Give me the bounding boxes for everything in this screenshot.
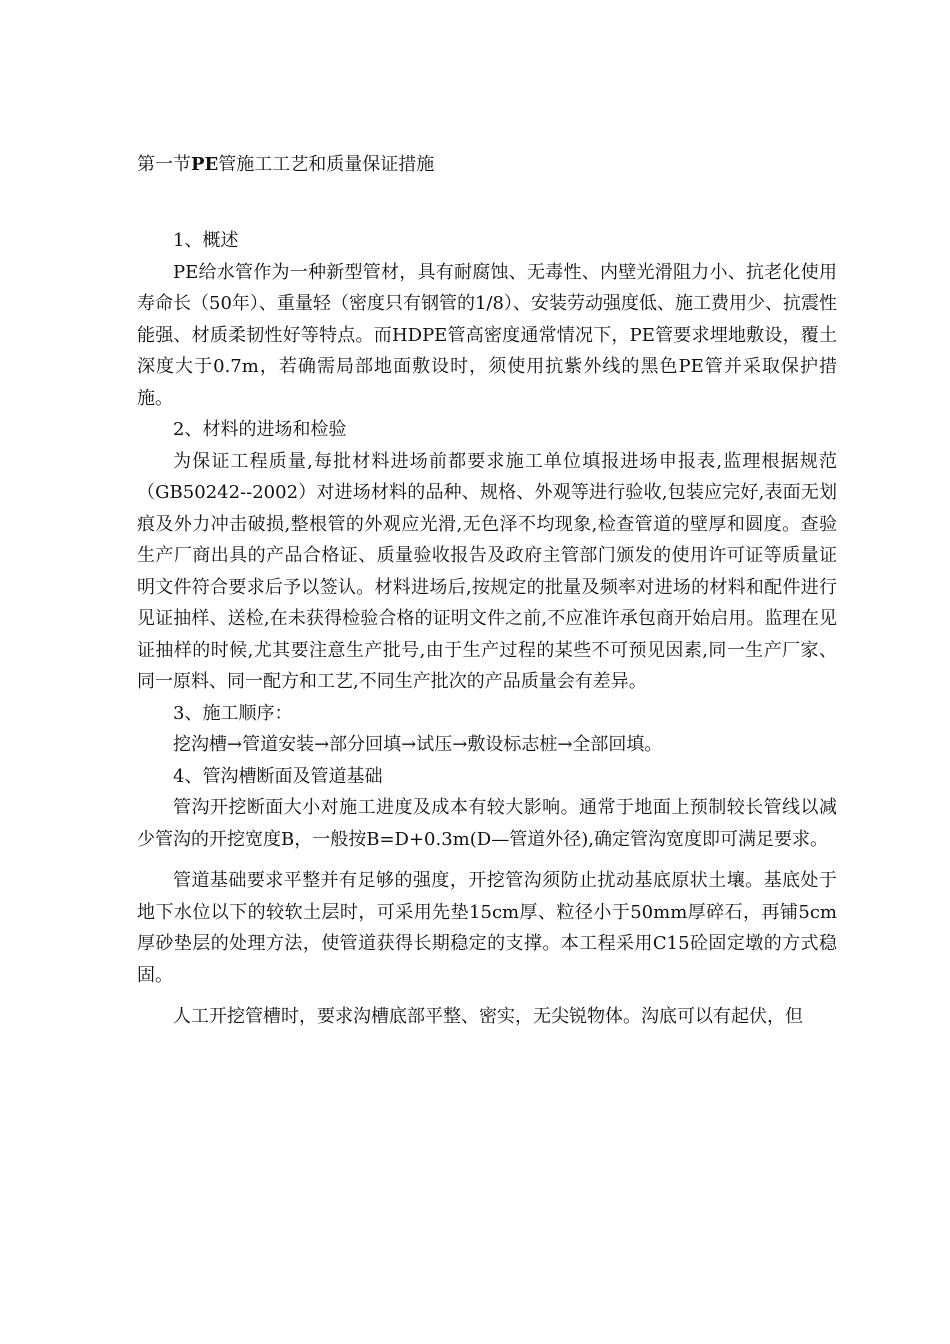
paragraph-sequence: 挖沟槽→管道安装→部分回填→试压→敷设标志桩→全部回填。 bbox=[173, 734, 663, 755]
section-title bbox=[137, 150, 434, 180]
paragraph-manual-excavation: 人工开挖管槽时，要求沟槽底部平整、密实，无尖锐物体。沟底可以有起伏，但 bbox=[173, 1006, 803, 1027]
title-bold-term: PE bbox=[191, 154, 219, 175]
paragraph-materials: 为保证工程质量,每批材料进场前都要求施工单位填报进场申报表,监理根据规范（GB50242--2002）对进场材料的品种、规格、外观等进行验收,包装应完好,表面无划痕及外力冲击破损,整根管的外观应光滑,无色泽不均现象,检查管道的壁厚和圆度。查验生产厂商出具的产品合格证、质量验收报告及政府主管部门颁发的使用许可证等质量证明文件符合要求后予以签认。材料进场后,按规定的批量及频率对进场的材料和配件进行见证抽样、送检,在未获得检验合格的证明文件之前,不应准许承包商开始启用。监理在见证抽样的时候,尤其要注意生产批号,由于生产过程的某些不可预见因素,同一生产厂家、同一原料、同一配方和工艺,不同生产批次的产品质量会有差异。 bbox=[137, 450, 837, 692]
paragraph-trench-foundation: 管道基础要求平整并有足够的强度，开挖管沟须防止扰动基底原状土壤。基底处于地下水位以下的较软土层时，可采用先垫15cm厚、粒径小于50mm厚碎石，再铺5cm厚砂垫层的处理方法，使管道获得长期稳定的支撑。本工程采用C15砼固定墩的方式稳固。 bbox=[137, 870, 837, 986]
paragraph-trench-section: 管沟开挖断面大小对施工进度及成本有较大影响。通常于地面上预制较长管线以减少管沟的开挖宽度B，一般按B=D+0.3m(D—管道外径),确定管沟宽度即可满足要求。 bbox=[137, 797, 837, 850]
heading-overview: 1、概述 bbox=[173, 230, 239, 251]
document-body bbox=[137, 225, 837, 1033]
heading-materials: 2、材料的进场和检验 bbox=[173, 419, 347, 440]
paragraph-overview: PE给水管作为一种新型管材，具有耐腐蚀、无毒性、内壁光滑阻力小、抗老化使用寿命长（50年）、重量轻（密度只有钢管的1/8）、安装劳动强度低、施工费用少、抗震性能强、材质柔韧性好等特点。而HDPE管高密度通常情况下，PE管要求埋地敷设，覆土深度大于0.7m，若确需局部地面敷设时，须使用抗紫外线的黑色PE管并采取保护措施。 bbox=[137, 261, 837, 409]
heading-trench: 4、管沟槽断面及管道基础 bbox=[173, 765, 383, 787]
title-prefix: 第一节 bbox=[137, 154, 191, 175]
title-suffix: 管施工工艺和质量保证措施 bbox=[218, 154, 435, 175]
heading-sequence: 3、施工顺序： bbox=[173, 702, 293, 724]
